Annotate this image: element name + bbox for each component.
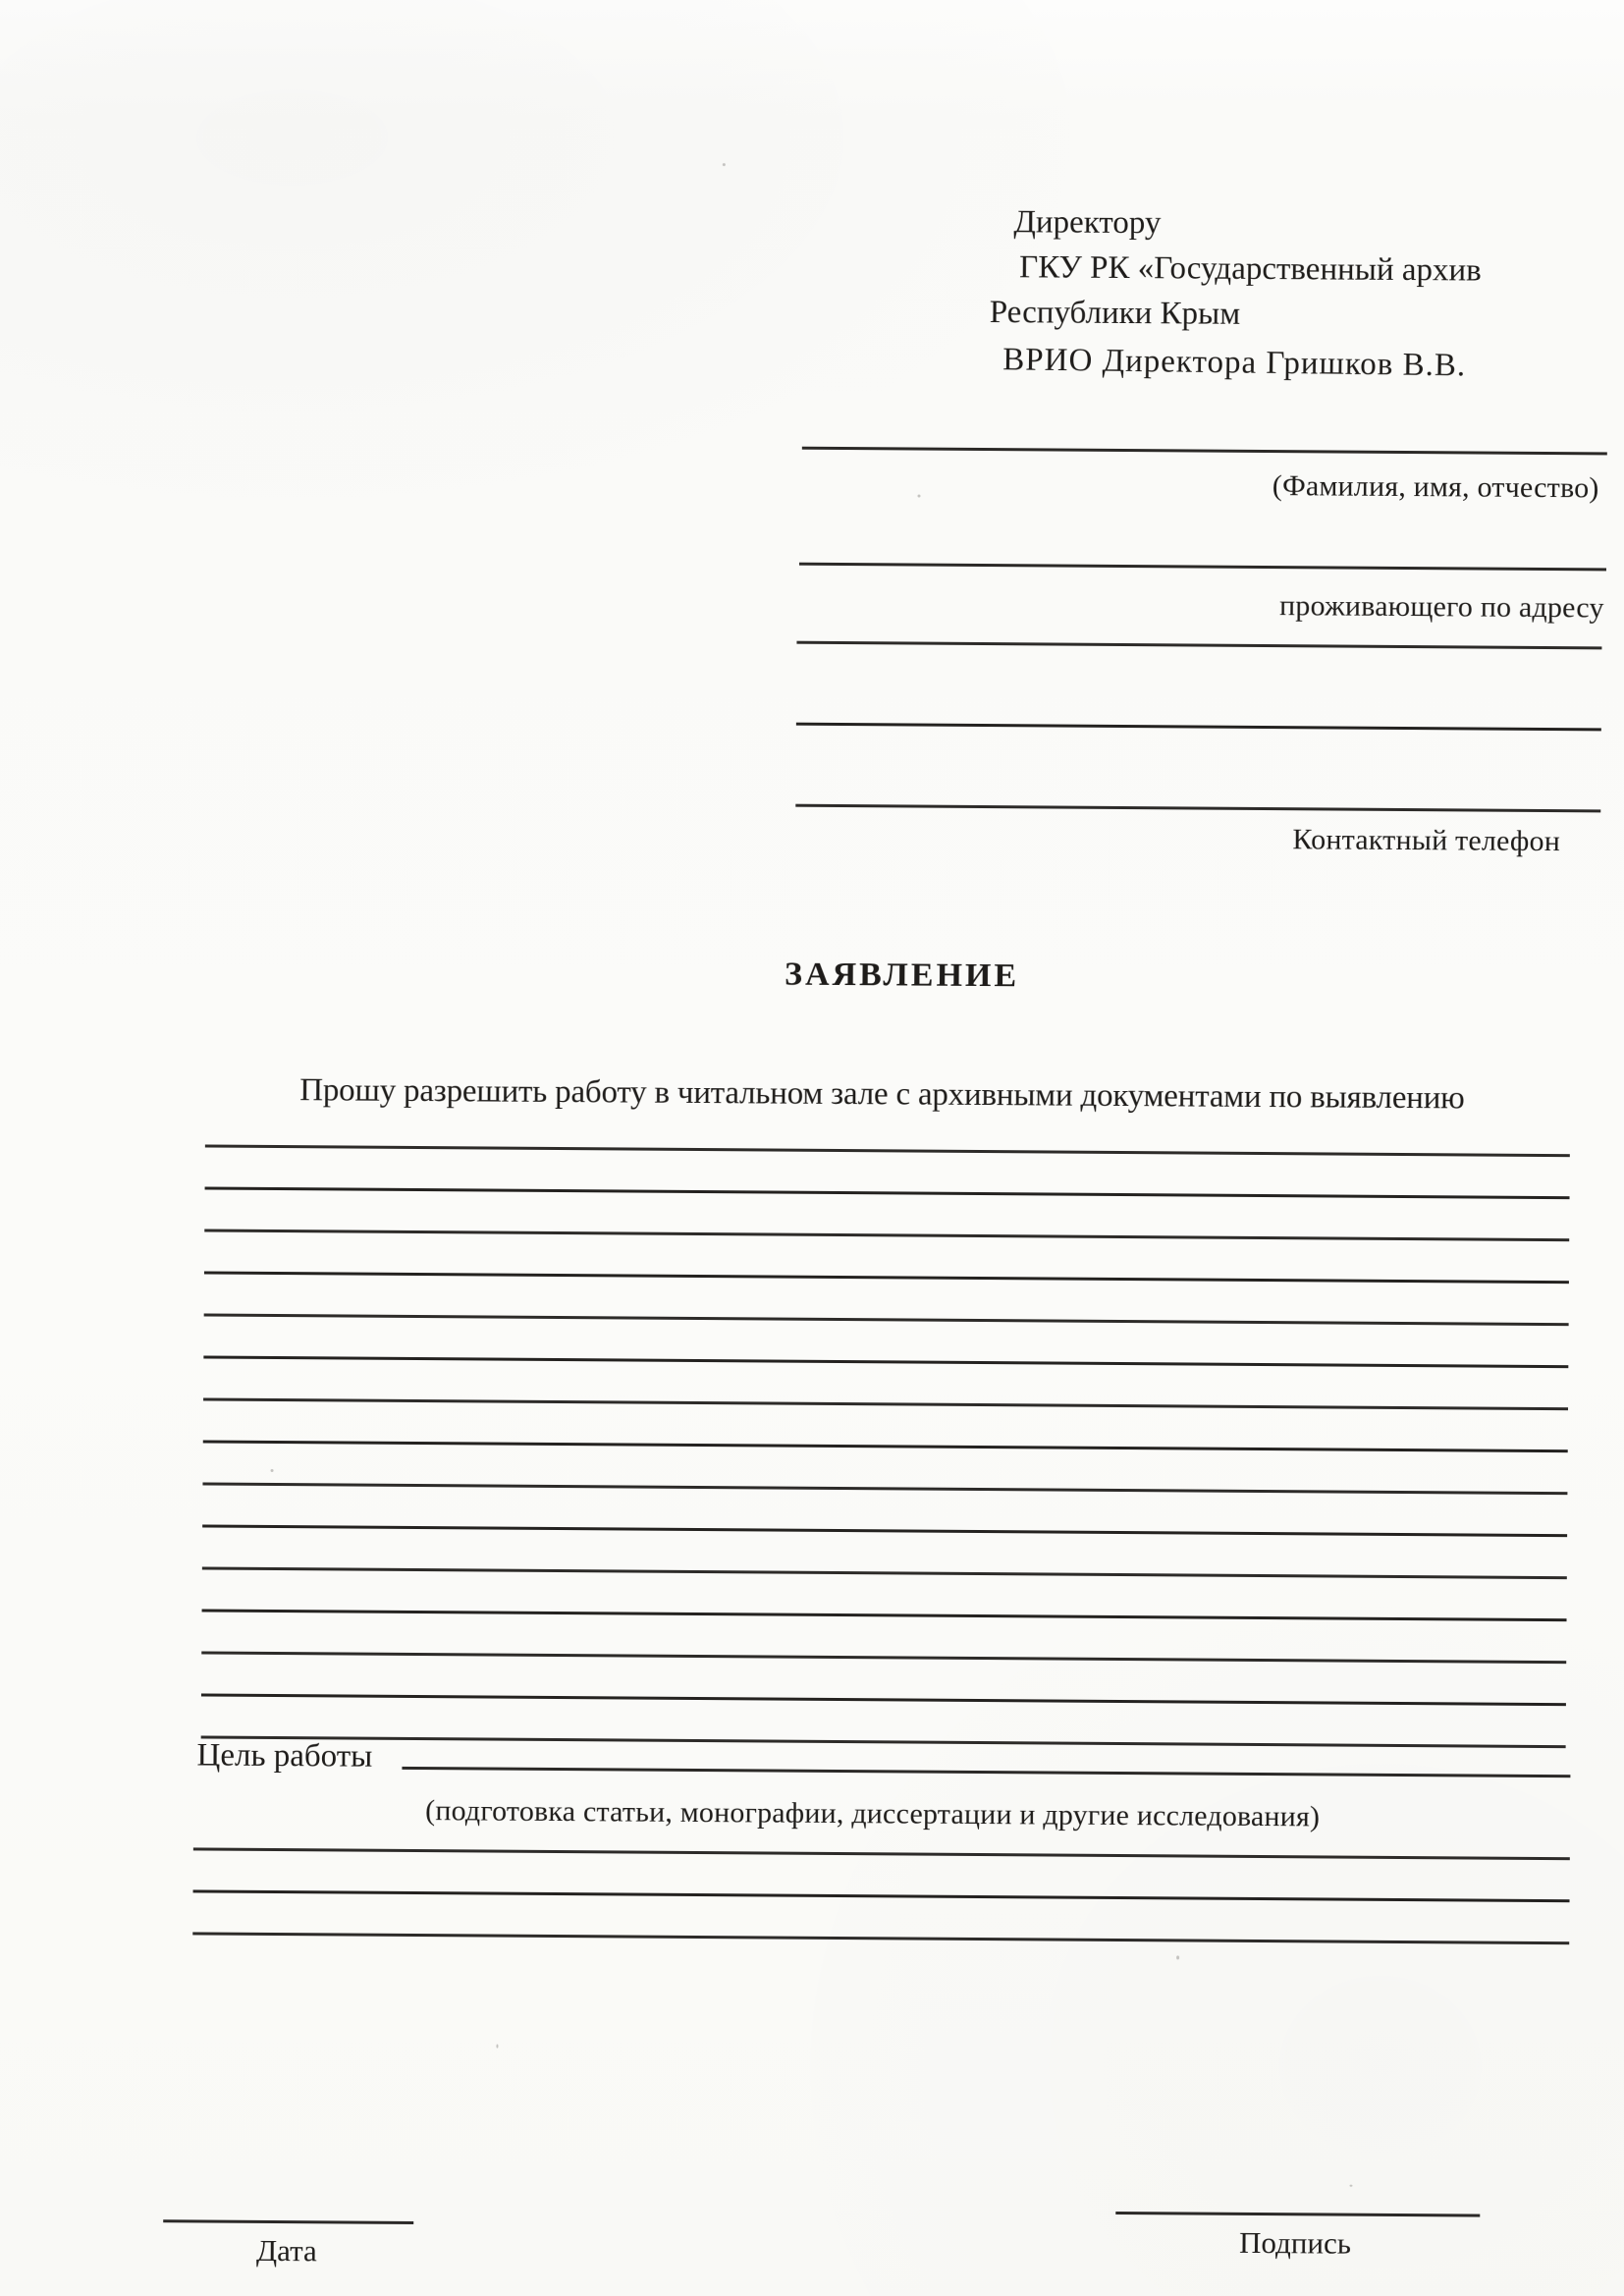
address-extra-lines (795, 563, 1602, 813)
purpose-caption: (подготовка статьи, монографии, диссертации и другие исследования) (425, 1794, 1321, 1833)
purpose-detail-input-line[interactable] (192, 1892, 1569, 1944)
request-detail-input-line[interactable] (201, 1696, 1566, 1748)
name-line-caption: (Фамилия, имя, отчество) (1272, 469, 1599, 505)
phone-caption: Контактный телефон (1292, 823, 1561, 858)
purpose-label: Цель работы (196, 1737, 373, 1775)
scan-speck (1176, 1955, 1179, 1959)
date-input-line[interactable] (163, 2219, 413, 2224)
address-caption: проживающего по адресу (1279, 589, 1604, 625)
recipient-block (989, 199, 1482, 385)
applicant-name-input-line[interactable] (802, 447, 1607, 456)
scan-speck (723, 163, 726, 166)
scan-speck (917, 495, 920, 498)
date-label: Дата (255, 2232, 317, 2269)
recipient-line: Республики Крым (989, 295, 1241, 332)
scan-speck (496, 2045, 498, 2049)
purpose-input-line[interactable] (402, 1767, 1570, 1777)
request-text: Прошу разрешить работу в читальном зале с архивными документами по выявлению (299, 1072, 1465, 1117)
form-title: ЗАЯВЛЕНИЕ (784, 956, 1020, 995)
purpose-extra-lines (192, 1808, 1570, 1944)
scan-speck (271, 1469, 274, 1472)
recipient-line: ГКУ РК «Государственный архив (1018, 249, 1482, 289)
signature-input-line[interactable] (1115, 2212, 1480, 2217)
scan-speck (1349, 2185, 1352, 2187)
recipient-line: Директору (1013, 204, 1162, 242)
applicant-address-input-line[interactable] (795, 726, 1601, 813)
recipient-acting-director-line: ВРИО Директора Гришков В.В. (1002, 342, 1467, 384)
request-detail-lines (201, 1105, 1570, 1748)
applicant-address-input-line[interactable] (796, 563, 1602, 650)
signature-label: Подпись (1238, 2224, 1352, 2261)
applicant-address-input-line[interactable] (796, 644, 1602, 732)
